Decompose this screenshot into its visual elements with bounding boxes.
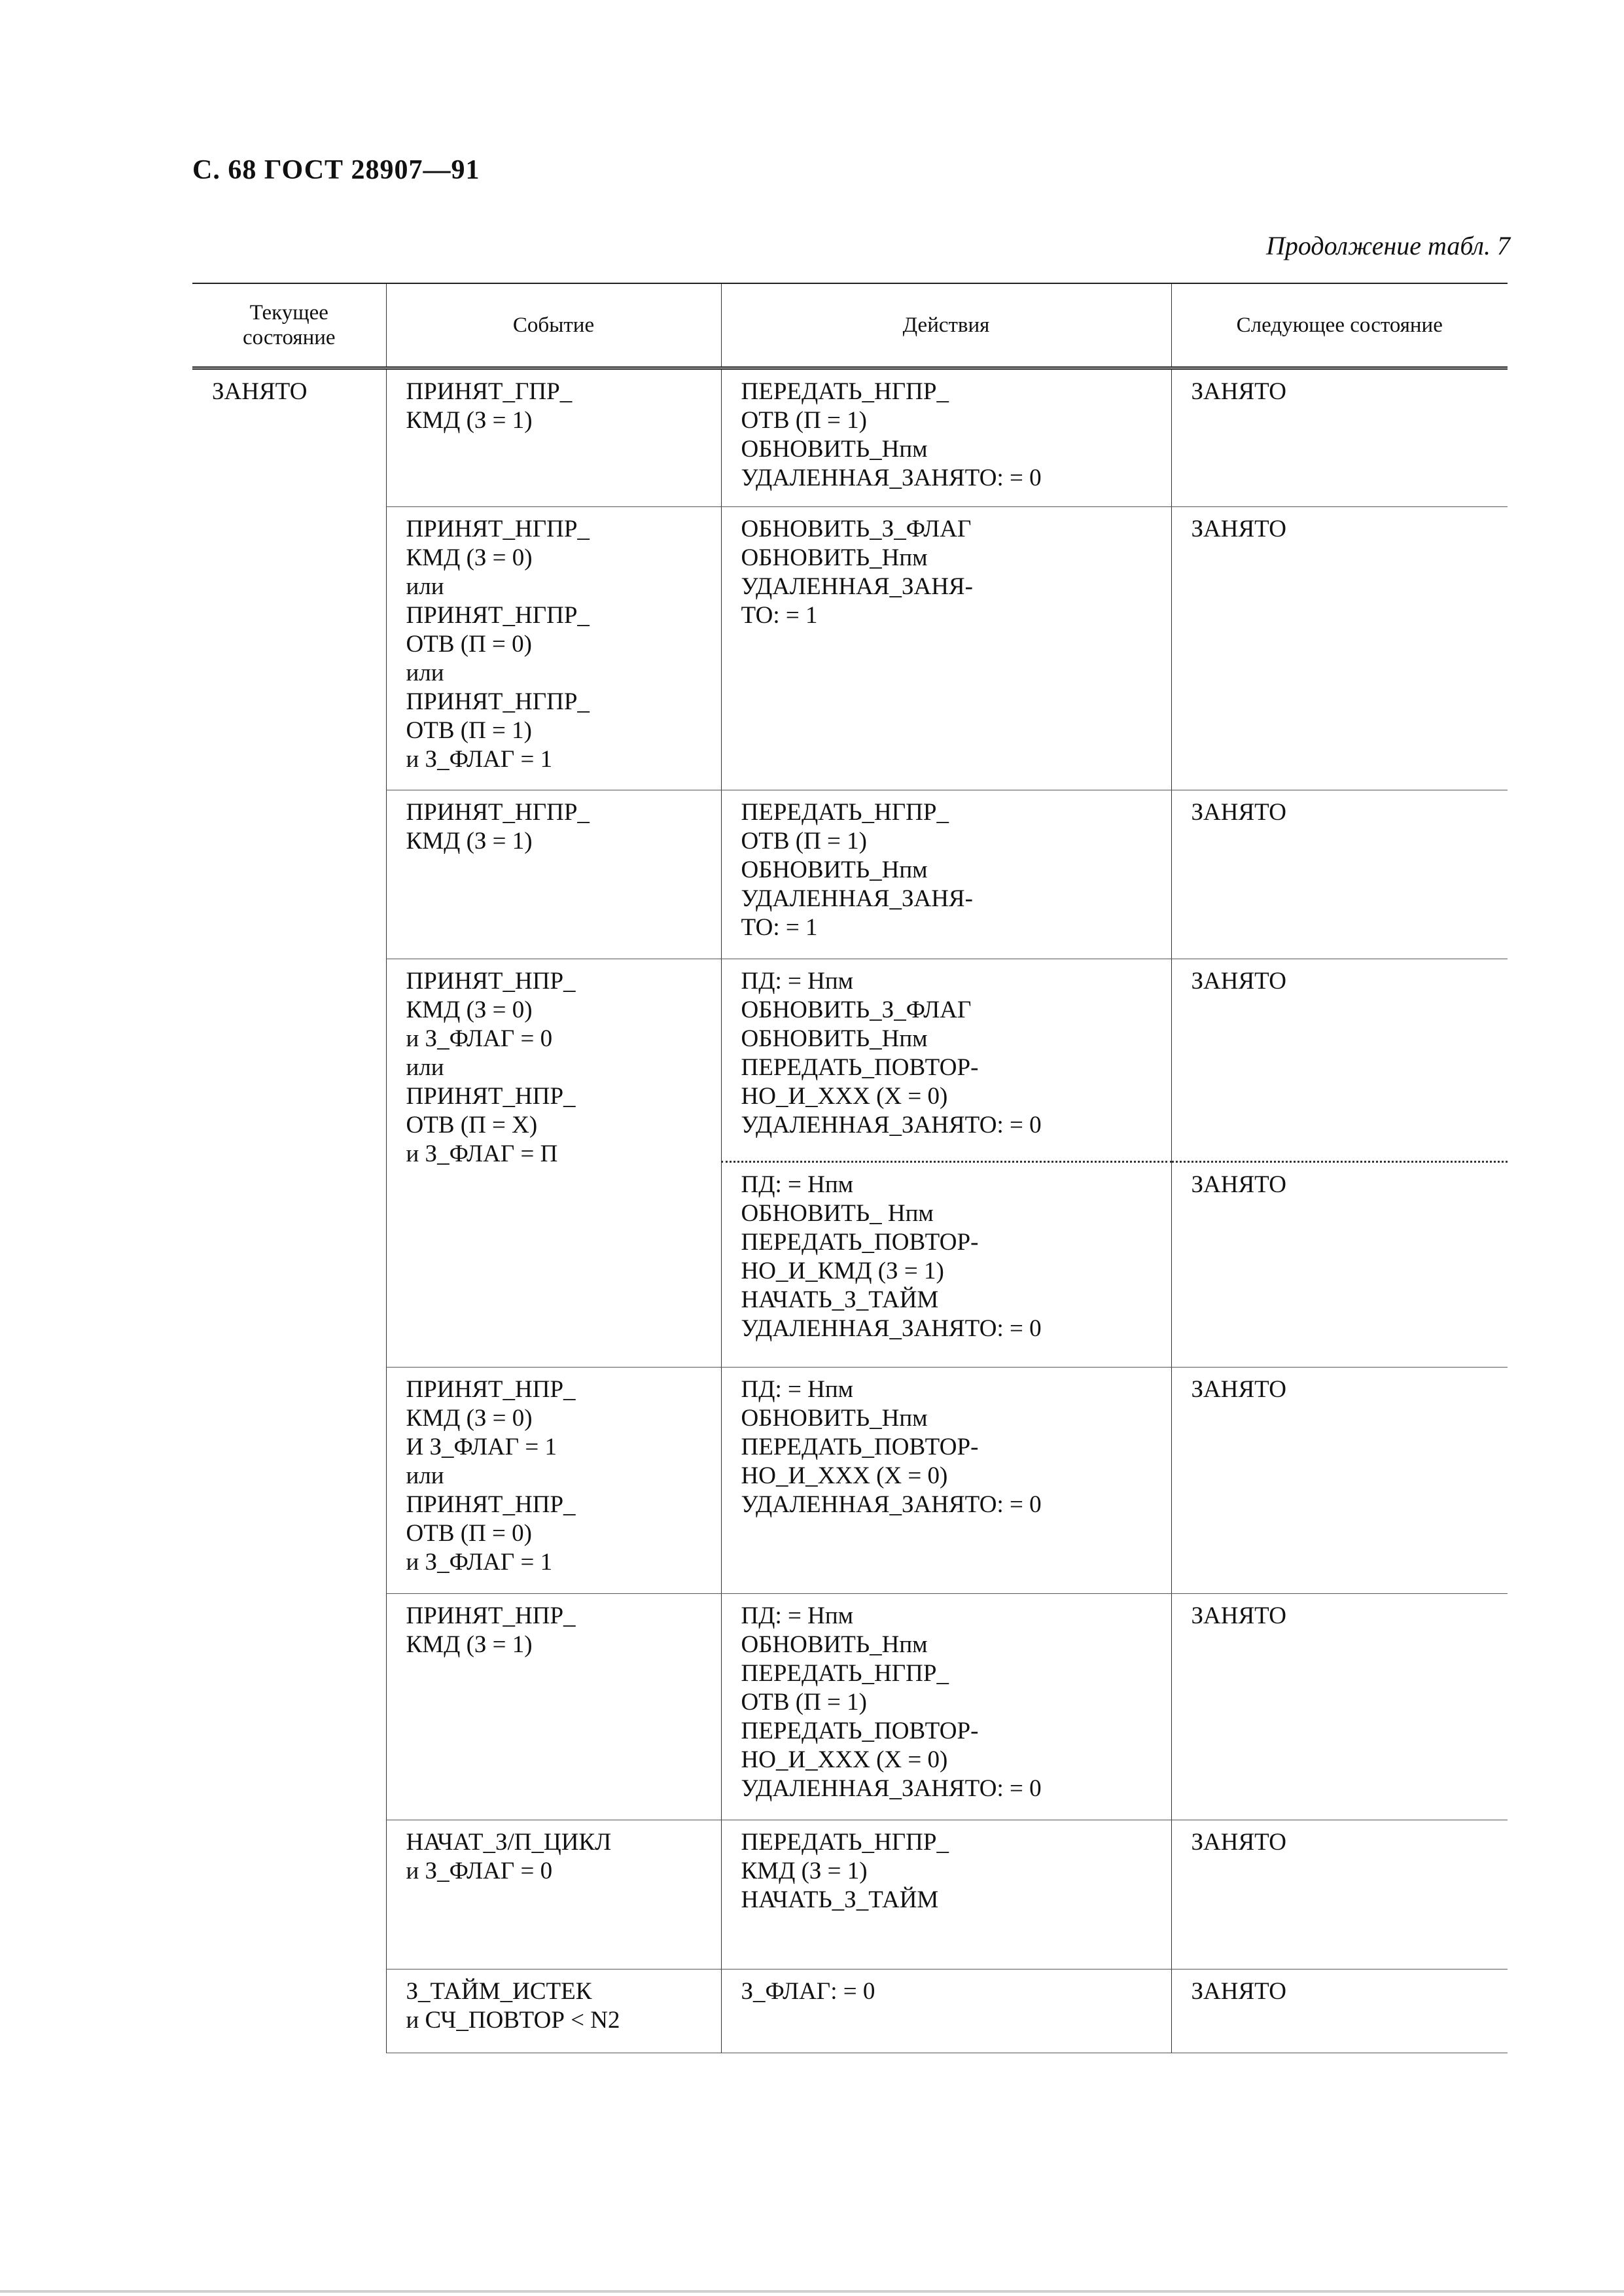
- actions-cell: ПД: = Нпм ОБНОВИТЬ_Нпм ПЕРЕДАТЬ_ПОВТОР- НО_И_XXX (X = 0) УДАЛЕННАЯ_ЗАНЯТО: = 0: [721, 1368, 1171, 1594]
- header-next-state: Следующее состояние: [1171, 283, 1508, 368]
- actions-cell: ОБНОВИТЬ_З_ФЛАГ ОБНОВИТЬ_Нпм УДАЛЕННАЯ_ЗАНЯ- ТО: = 1: [721, 507, 1171, 790]
- table-row: [192, 1594, 1508, 1820]
- table-row: [192, 507, 1508, 790]
- table-header-row: [192, 283, 1508, 368]
- table-row: [192, 1969, 1508, 2053]
- current-state-cell: [192, 368, 386, 2053]
- next-state-cell: ЗАНЯТО: [1171, 790, 1508, 959]
- page-header: С. 68 ГОСТ 28907—91: [192, 155, 480, 185]
- next-state-cell: ЗАНЯТО: [1171, 1594, 1508, 1820]
- next-state-cell: ЗАНЯТО: [1171, 507, 1508, 790]
- actions-cell: ПД: = Нпм ОБНОВИТЬ_ Нпм ПЕРЕДАТЬ_ПОВТОР- НО_И_КМД (З = 1) НАЧАТЬ_З_ТАЙМ УДАЛЕННАЯ_ЗАНЯТО: = 0: [721, 1162, 1171, 1368]
- next-state-cell: ЗАНЯТО: [1171, 1162, 1508, 1368]
- actions-cell: ПЕРЕДАТЬ_НГПР_ ОТВ (П = 1) ОБНОВИТЬ_Нпм УДАЛЕННАЯ_ЗАНЯТО: = 0: [721, 368, 1171, 507]
- table-row: [192, 790, 1508, 959]
- event-cell: НАЧАТ_З/П_ЦИКЛ и З_ФЛАГ = 0: [386, 1820, 721, 1969]
- next-state-cell: ЗАНЯТО: [1171, 1368, 1508, 1594]
- event-cell: ПРИНЯТ_НПР_ КМД (З = 1): [386, 1594, 721, 1820]
- table-row: [192, 1820, 1508, 1969]
- event-cell: ПРИНЯТ_НПР_ КМД (З = 0) и З_ФЛАГ = 0 или ПРИНЯТ_НПР_ ОТВ (П = X) и З_ФЛАГ = П: [386, 959, 721, 1368]
- actions-cell: ПЕРЕДАТЬ_НГПР_ ОТВ (П = 1) ОБНОВИТЬ_Нпм УДАЛЕННАЯ_ЗАНЯ- ТО: = 1: [721, 790, 1171, 959]
- event-cell: ПРИНЯТ_НГПР_ КМД (З = 0) или ПРИНЯТ_НГПР_ ОТВ (П = 0) или ПРИНЯТ_НГПР_ ОТВ (П = 1) и З_ФЛАГ = 1: [386, 507, 721, 790]
- table-continuation-label: Продолжение табл. 7: [1265, 231, 1510, 260]
- header-event: Событие: [386, 283, 721, 368]
- next-state-cell: ЗАНЯТО: [1171, 959, 1508, 1162]
- next-state-cell: ЗАНЯТО: [1171, 1820, 1508, 1969]
- actions-cell: З_ФЛАГ: = 0: [721, 1969, 1171, 2053]
- event-cell: З_ТАЙМ_ИСТЕК и СЧ_ПОВТОР < N2: [386, 1969, 721, 2053]
- event-cell: ПРИНЯТ_НПР_ КМД (З = 0) И З_ФЛАГ = 1 или ПРИНЯТ_НПР_ ОТВ (П = 0) и З_ФЛАГ = 1: [386, 1368, 721, 1594]
- current-state-value: ЗАНЯТО: [212, 378, 308, 405]
- event-cell: ПРИНЯТ_ГПР_ КМД (З = 1): [386, 368, 721, 507]
- actions-cell: ПД: = Нпм ОБНОВИТЬ_Нпм ПЕРЕДАТЬ_НГПР_ ОТВ (П = 1) ПЕРЕДАТЬ_ПОВТОР- НО_И_XXX (X = 0) УДАЛЕННАЯ_ЗАНЯТО: = 0: [721, 1594, 1171, 1820]
- next-state-cell: ЗАНЯТО: [1171, 368, 1508, 507]
- table-row: [192, 959, 1508, 1162]
- table-row: [192, 368, 1508, 507]
- state-transition-table: [192, 283, 1508, 2053]
- actions-cell: ПД: = Нпм ОБНОВИТЬ_З_ФЛАГ ОБНОВИТЬ_Нпм ПЕРЕДАТЬ_ПОВТОР- НО_И_XXX (X = 0) УДАЛЕННАЯ_ЗАНЯТО: = 0: [721, 959, 1171, 1162]
- next-state-cell: ЗАНЯТО: [1171, 1969, 1508, 2053]
- actions-cell: ПЕРЕДАТЬ_НГПР_ КМД (З = 1) НАЧАТЬ_З_ТАЙМ: [721, 1820, 1171, 1969]
- event-cell: ПРИНЯТ_НГПР_ КМД (З = 1): [386, 790, 721, 959]
- header-actions: Действия: [721, 283, 1171, 368]
- table-row: [192, 1368, 1508, 1594]
- page-bottom-rule: [0, 2290, 1624, 2293]
- header-current-state: Текущее состояние: [192, 283, 386, 368]
